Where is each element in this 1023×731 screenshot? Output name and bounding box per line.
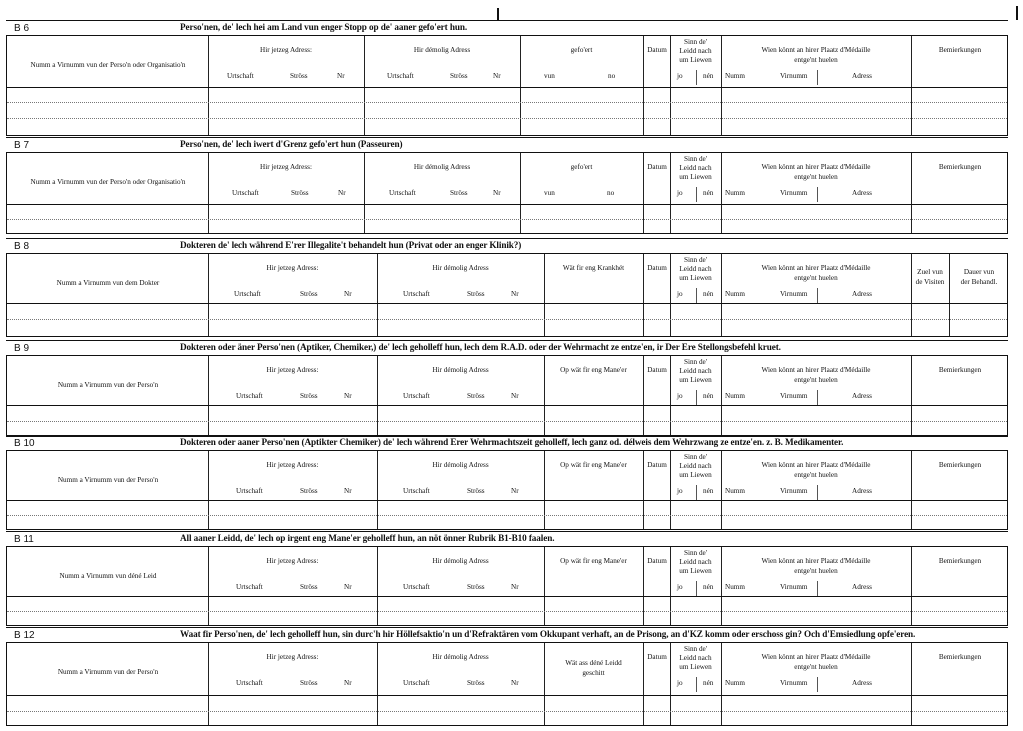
section-title: Perso'nen, de' lech hei am Land vun enger Stopp op de' aaner gefo'ert hun. [180,22,468,32]
section-table: Numm a Virnumm vun der Perso'n Hir jetzeg Adress: Urtschaft Ströss Nr Hir démolig Adress Urtschaft Ströss Nr Wät ass déné Leidd geschitt Datum Sinn de' Leidd nach um Liewen jo nén Wien könnt an hirer Plaatz d'Médaille entge'nt huelen Numm Virnumm Adress Bemierkungen [6,642,1008,726]
section-title: Dokteren oder äner Perso'nen (Aptiker, Chemiker,) de' lech geholleff hun, lech dem R.A.D. oder der Wehrmacht ze entze'en, ir Der Ere Stellongsbefehl kruet. [180,342,781,352]
col-current-address: Hir jetzeg Adress: [266,461,319,469]
col-remarks: Bemierkungen [938,653,982,661]
col-illness: Wät fir eng Krankhét [562,264,625,272]
section-header [6,531,1008,547]
section-header [6,137,1008,153]
col-manner: Op wät fir eng Mane'er [560,366,627,374]
col-date: Datum [647,264,667,272]
col-duration: Dauer vun [963,268,995,276]
section-table: Numm a Virnumm vun der Perso'n oder Organisatio'n Hir jetzeg Adress: Urtschaft Ströss Nr Hir démolig Adress Urtschaft Ströss Nr gefo'ert vun no Datum Sinn de' Leidd nach um Liewen jo nén Wien könnt an hirer Plaatz d'Médaille entge'nt huelen Numm Virnumm Adress Bemierkungen [6,35,1008,136]
col-current-address: Hir jetzeg Adress: [260,46,312,54]
col-name-org: Numm a Virnumm vun der Perso'n oder Organisatio'n [30,61,186,69]
section-header [6,627,1008,643]
col-former-address: Hir démolig Adress [432,366,489,374]
col-suffering: Wät ass déné Leidd [565,659,622,667]
section-title: Perso'nen, de' lech iwert d'Grenz gefo'ert hun (Passeuren) [180,139,403,149]
col-name-doctor: Numm a Virnumm vun dem Dokter [56,279,160,287]
section-header [6,435,1008,451]
col-former-address: Hir démolig Adress [432,264,489,272]
col-current-address: Hir jetzeg Adress: [260,163,312,171]
section-id: B 12 [14,630,35,641]
col-current-address: Hir jetzeg Adress: [266,557,319,565]
col-former-address: Hir démolig Adress [432,557,489,565]
col-former-address: Hir démolig Adress [432,653,489,661]
section-header [6,340,1008,356]
section-title: Dokteren de' lech während E'rer Illegalite't behandelt hun (Privat oder an enger Klinik?) [180,240,522,250]
col-remarks: Bemierkungen [938,46,982,54]
margin-mark [497,8,499,20]
section-id: B 7 [14,140,30,151]
col-transported: gefo'ert [570,46,593,54]
section-id: B 9 [14,343,30,354]
section-title: All aaner Leidd, de' lech op irgent eng Mane'er geholleff hun, an nöt önner Rubrik B1-B10 faalen. [180,533,555,543]
section-id: B 11 [14,534,34,545]
section-table: Numm a Virnumm vun der Perso'n oder Organisatio'n Hir jetzeg Adress: Urtschaft Ströss Nr Hir démolig Adress Urtschaft Ströss Nr gefo'ert vun no Datum Sinn de' Leidd nach um Liewen jo nén Wien könnt an hirer Plaatz d'Médaille entge'nt huelen Numm Virnumm Adress Bemierkungen [6,152,1008,234]
col-former-address: Hir démolig Adress [413,46,471,54]
col-remarks: Bemierkungen [938,366,982,374]
section-title: Dokteren oder aaner Perso'nen (Aptikter Chemiker) de' lech während Erer Wehrmachtszeit geholleff, lech ganz od. délweis dem Wehrzwang ze entze'en. z. B. Medikamenter. [180,437,844,447]
col-date: Datum [647,461,667,469]
col-remarks: Bemierkungen [938,163,982,171]
section-header [6,238,1008,254]
col-former-address: Hir démolig Adress [432,461,489,469]
col-name-person: Numm a Virnumm vun der Perso'n [57,381,159,389]
section-id: B 6 [14,23,30,34]
section-table: Numm a Virnumm vun der Perso'n Hir jetzeg Adress: Urtschaft Ströss Nr Hir démolig Adress Urtschaft Ströss Nr Op wät fir eng Mane'er Datum Sinn de' Leidd nach um Liewen jo nén Wien könnt an hirer Plaatz d'Médaille entge'nt huelen Numm Virnumm Adress Bemierkungen [6,355,1008,437]
col-remarks: Bemierkungen [938,557,982,565]
section-header [6,20,1008,36]
margin-mark [1016,6,1018,20]
section-id: B 10 [14,438,35,449]
col-remarks: Bemierkungen [938,461,982,469]
section-id: B 8 [14,241,30,252]
col-date: Datum [647,653,667,661]
section-title: Waat fir Perso'nen, de' lech geholleff hun, sin durc'h hir Höllefsaktio'n un d'Refraktären vom Okkupant verhaft, an de Prisong, an d'KZ komm oder erschoss gin? Och d'Emsiedlung opfe'eren. [180,629,916,639]
col-manner: Op wät fir eng Mane'er [560,461,627,469]
col-current-address: Hir jetzeg Adress: [266,653,319,661]
section-table: Numm a Virnumm vun dem Dokter Hir jetzeg Adress: Urtschaft Ströss Nr Hir démolig Adress Urtschaft Ströss Nr Wät fir eng Krankhét Datum Sinn de' Leidd nach um Liewen jo nén Wien könnt an hirer Plaatz d'Médaille entge'nt huelen Numm Virnumm Adress Zuel vun de Visiten Dauer vun der Behandl. [6,253,1008,337]
col-date: Datum [647,366,667,374]
col-date: Datum [647,163,667,171]
col-current-address: Hir jetzeg Adress: [266,264,319,272]
col-name-person: Numm a Virnumm vun der Perso'n [57,476,159,484]
col-manner: Op wät fir eng Mane'er [560,557,627,565]
col-date: Datum [647,557,667,565]
section-table: Numm a Virnumm vun der Perso'n Hir jetzeg Adress: Urtschaft Ströss Nr Hir démolig Adress Urtschaft Ströss Nr Op wät fir eng Mane'er Datum Sinn de' Leidd nach um Liewen jo nén Wien könnt an hirer Plaatz d'Médaille entge'nt huelen Numm Virnumm Adress Bemierkungen [6,450,1008,530]
section-table: Numm a Virnumm vun déné Leid Hir jetzeg Adress: Urtschaft Ströss Nr Hir démolig Adress Urtschaft Ströss Nr Op wät fir eng Mane'er Datum Sinn de' Leidd nach um Liewen jo nén Wien könnt an hirer Plaatz d'Médaille entge'nt huelen Numm Virnumm Adress Bemierkungen [6,546,1008,626]
col-date: Datum [647,46,667,54]
col-former-address: Hir démolig Adress [413,163,471,171]
col-current-address: Hir jetzeg Adress: [266,366,319,374]
col-name-person: Numm a Virnumm vun der Perso'n [57,668,159,676]
col-name-leid: Numm a Virnumm vun déné Leid [59,572,157,580]
col-transported: gefo'ert [570,163,593,171]
col-visits: Zuel vun [917,268,943,276]
col-name-org: Numm a Virnumm vun der Perso'n oder Organisatio'n [30,178,186,186]
